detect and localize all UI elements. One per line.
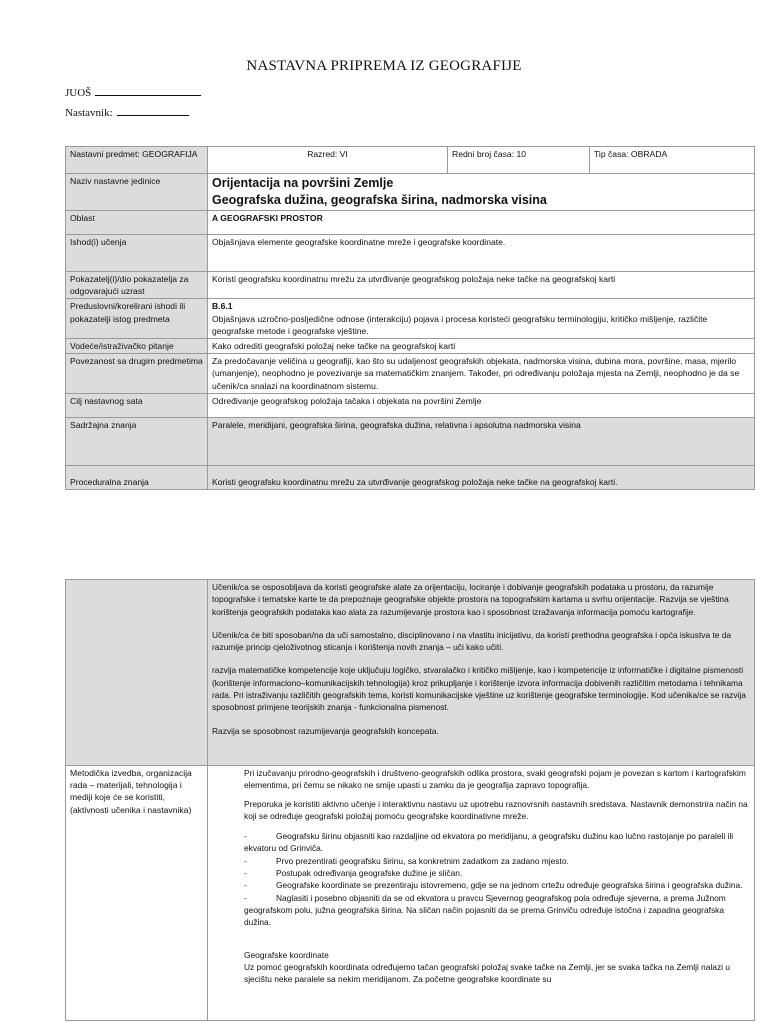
metodicka-d5 [244, 892, 748, 929]
ishod-label: Ishod(i) učenja [66, 235, 208, 272]
juos-label: JUOŠ [65, 87, 92, 99]
sadrzajna-label: Sadržajna znanja [66, 417, 208, 465]
metodicka-d1-text: Geografsku širinu objasniti kao razdaljine od ekvatora po meridijanu, a geografsku dužinu kao lučno rastojanje po paraleli ili ekvatoru od Grinviča. [244, 831, 734, 854]
razred-cell: Razred: VI [208, 147, 448, 174]
preduslovni-label: Preduslovni/korelirani ishodi ili pokazatelji istog predmeta [66, 299, 208, 339]
proceduralna-label: Proceduralna znanja [66, 465, 208, 489]
competences-label-cell [66, 580, 208, 766]
naziv-line2: Geografska dužina, geografska širina, nadmorska visina [212, 193, 547, 207]
metodicka-d4-text: Geografske koordinate se prezentiraju istovremeno, gdje se na jednom crtežu određuje geografska širina i geografska dužina. [276, 880, 743, 891]
cilj-row [66, 393, 755, 417]
metodicka-text [208, 766, 755, 1021]
document-title: NASTAVNA PRIPREMA IZ GEOGRAFIJE [246, 58, 522, 74]
juos-blank[interactable] [95, 86, 201, 96]
vodece-label: Vodeće/istraživačko pitanje [66, 339, 208, 354]
ishod-row [66, 235, 755, 272]
metodicka-d4 [244, 879, 748, 891]
metodicka-heading: Geografske koordinate [244, 949, 329, 960]
oblast-label: Oblast [66, 211, 208, 235]
metodicka-p3: Uz pomoć geografskih koordinata određujemo tačan geografski položaj svake tačke na Zemlji, jer se svaka tačka na Zemlji nalazi u sjecištu neke paralele sa nekim meridijanom. Za početne geografske koordinate su [244, 961, 730, 985]
metodicka-d2 [244, 855, 748, 867]
preduslovni-row [66, 299, 755, 339]
naziv-line1: Orijentacija na površini Zemlje [212, 176, 394, 190]
oblast-value: A GEOGRAFSKI PROSTOR [208, 211, 755, 235]
nastavnik-field [65, 106, 189, 119]
metodicka-d3-text: Postupak određivanja geografske dužine je sličan. [276, 868, 463, 879]
competences-p1: Učenik/ca se osposobljava da koristi geografske alate za orijentaciju, lociranje i dobivanje geografskih podataka u prostoru, da razumije topografske i tematske karte te da prepoznaje geografske objekte prostora na topografskim kartama u svrhu orijentacije. Razvija se vještina korištenja geografskih podataka kao alata za razumijevanje prostora kao i sposobnost izražavanja informacija pomoću kartografije. [212, 582, 729, 617]
bullet-dash: - [244, 868, 247, 879]
naziv-label: Naziv nastavne jedinice [66, 174, 208, 211]
spacer [212, 714, 750, 725]
bullet-dash: - [244, 855, 247, 866]
competences-p2: Učenik/ca će biti sposoban/na da uči samostalno, disciplinovano i na vlastitu inicijativu, da koristi prethodna geografska i opća iskustva te da razumije princip cjeloživotnog sticanja i korištenja novih znanja – uči kako učiti. [212, 629, 732, 653]
metodicka-d3 [244, 867, 748, 879]
naziv-value [208, 174, 755, 211]
preduslovni-value [208, 299, 755, 339]
header-row [66, 147, 755, 174]
competences-row [66, 580, 755, 766]
pokazatelji-label: Pokazatelj(i)/dio pokazatelja za odgovarajući uzrast [66, 272, 208, 299]
metodicka-d2-text: Prvo prezentirati geografsku širinu, sa konkretnim zadatkom za zadano mjesto. [276, 855, 569, 866]
spacer [212, 653, 750, 664]
povezanost-row [66, 354, 755, 394]
pokazatelji-value: Koristi geografsku koordinatnu mrežu za utvrđivanje geografskog položaja neke tačke na geografskoj karti [208, 272, 755, 299]
oblast-row [66, 211, 755, 235]
nastavnik-label: Nastavnik: [65, 107, 113, 119]
proceduralna-value: Koristi geografsku koordinatnu mrežu za utvrđivanje geografskog položaja neke tačke na geografskoj karti. [208, 465, 755, 489]
methodology-table [65, 579, 755, 1021]
spacer [212, 618, 750, 629]
predmet-cell: Nastavni predmet: GEOGRAFIJA [66, 147, 208, 174]
juos-field [65, 86, 201, 99]
ishod-value: Objašnjava elemente geografske koordinatne mreže i geografske koordinate. [208, 235, 755, 272]
metodicka-p2: Preporuka je koristiti aktivno učenje i interaktivnu nastavu uz upotrebu raznovrsnih nastavnih sredstava. Nastavnik demonstrira način na koji se određuje geografski položaj pomoću geografske koordinativne mreže. [244, 798, 748, 821]
redni-broj-cell: Redni broj časa: 10 [448, 147, 590, 174]
tip-casa-cell: Tip časa: OBRADA [590, 147, 755, 174]
metodicka-d5-text: Naglasiti i posebno objasniti da se od ekvatora u pravcu Sjevernog geografskog pola određuje sjeverna, a prema Južnom geografskom polu, južna geografska širina. Na sličan način pojasniti da se prema Grinviču određuje istočna i zapadna geografska dužina. [244, 892, 726, 928]
nastavnik-blank[interactable] [117, 106, 189, 116]
metodicka-label: Metodička izvedba, organizacija rada – materijali, tehnologija i mediji koje će se koristiti, (aktivnosti učenika i nastavnika) [66, 766, 208, 1021]
preduslovni-text: Objašnjava uzročno-posljedične odnose (interakciju) pojava i procesa koristeći geografsku terminologiju, kritičko mišljenje, različite geografske metode i geografske vještine. [212, 313, 708, 336]
vodece-row [66, 339, 755, 354]
povezanost-value: Za predočavanje veličina u geografiji, kao što su udaljenost geografskih objekata, nadmorska visina, dubina mora, površine, masa, mjerilo (umanjenje), neophodno je povezivanje sa matematičkim znanjem. Također, pri određivanju položaja mjesta na Zemlji, neophodno je da se učenik/ca snalazi na koordinatnom sistemu. [208, 354, 755, 394]
bullet-dash: - [244, 892, 247, 903]
cilj-label: Cilj nastavnog sata [66, 393, 208, 417]
metodicka-d1 [244, 830, 748, 855]
spacer [244, 822, 748, 830]
proceduralna-row [66, 465, 755, 489]
bullet-dash: - [244, 880, 247, 891]
metodicka-p1: Pri izučavanju prirodno-geografskih i društveno-geografskih odlika prostora, svaki geografski pojam je povezan s kartom i kartografskim elementima, pri čemu se nikako ne smije upasti u zamku da je geografija zapravo topografija. [244, 768, 746, 791]
vodece-value: Kako odrediti geografski položaj neke tačke na geografskoj karti [208, 339, 755, 354]
competences-text [208, 580, 755, 766]
sadrzajna-row [66, 417, 755, 465]
metodicka-row [66, 766, 755, 1021]
naziv-row [66, 174, 755, 211]
cilj-value: Određivanje geografskog položaja tačaka i objekata na površini Zemlje [208, 393, 755, 417]
povezanost-label: Povezanost sa drugim predmetima [66, 354, 208, 394]
competences-p3: razvija matematičke kompetencije koje uključuju logičko, stvaralačko i kritičko mišljenje, kao i kompetencije iz informatičke i digitalne pismenosti (korištenje informaciono–komunikacijskih tehnologija) kroz prikupljanje i korištenje izvora informacija dobivenih različitim metodama i tehnikama rada. Pri istraživanju različitih geografskih tema, koristi komunikacijske vještine uz korištenje geografske terminologije. Kod učenika/ce se razvija sposobnost primjene teorijskih znanja - funkcionalna pismenost. [212, 665, 746, 713]
bullet-dash: - [244, 831, 247, 842]
pokazatelji-row [66, 272, 755, 299]
preduslovni-code: B.6.1 [212, 301, 233, 312]
sadrzajna-value: Paralele, meridijani, geografska širina, geografska dužina, relativna i apsolutna nadmorska visina [208, 417, 755, 465]
lesson-info-table [65, 146, 755, 490]
spacer [244, 929, 748, 949]
competences-p4: Razvija se sposobnost razumijevanja geografskih koncepata. [212, 725, 439, 736]
